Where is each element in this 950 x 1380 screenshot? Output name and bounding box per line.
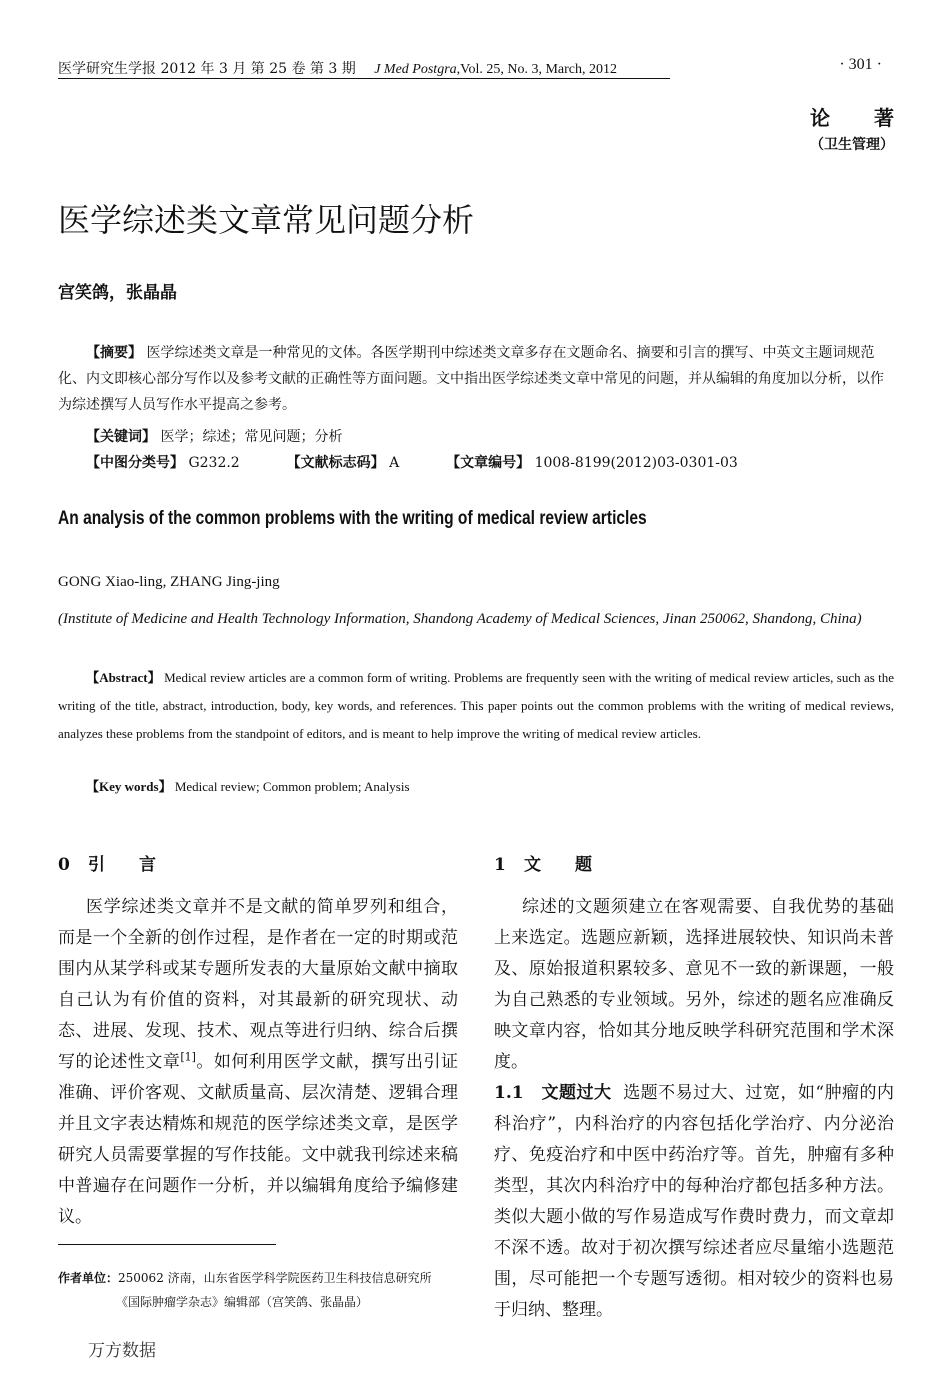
doc-code-label: 【文献标志码】: [286, 455, 385, 471]
paragraph: [58, 892, 458, 1233]
keywords-zh-label: 【关键词】: [86, 429, 156, 445]
paragraph-text: 医学综述类文章并不是文献的简单罗列和组合，而是一个全新的创作过程，是作者在一定的时期或范围内从某学科或某专题所发表的大量原始文献中摘取自己认为有价值的资料，对其最新的研究现状、动态、进展、发现、技术、观点等进行归纳、综合后撰写的论述性文章: [58, 897, 458, 1072]
citation-ref: [1]: [180, 1050, 196, 1064]
footnote-label: 作者单位：: [58, 1271, 119, 1285]
abstract-en-text: Medical review articles are a common form of writing. Problems are frequently seen with the writing of medical review articles, such as the writing of the title, abstract, introduction, body, key words, and references. This paper points out the common problems with the writing of medical reviews, analyzes these problems from the standpoint of editors, and is meant to help improve the writing of medical review articles.: [58, 670, 894, 741]
footnote-line-2: 《国际肿瘤学杂志》编辑部（宫笑鸽、张晶晶）: [116, 1295, 369, 1309]
clc-value: G232.2: [188, 455, 240, 471]
paragraph-text: 选题不易过大、过宽，如“肿瘤的内科治疗”，内科治疗的内容包括化学治疗、内分泌治疗、免疫治疗和中医中药治疗等。首先，肿瘤有多种类型，其次内科治疗中的每种治疗都包括多种方法。类似大题小做的写作易造成写作费时费力，而文章却不深不透。故对于初次撰写综述者应尽量缩小选题范围，尽可能把一个专题写透彻。相对较少的资料也易于归纳、整理。: [494, 1083, 894, 1320]
doc-code-value: A: [389, 455, 400, 471]
section-title: 引言: [88, 855, 190, 875]
article-title-en: An analysis of the common problems with the writing of medical review articles: [58, 508, 647, 529]
clc-label: 【中图分类号】: [86, 455, 184, 471]
author-affiliation-footnote: [58, 1266, 478, 1314]
section-heading-1: [494, 850, 626, 875]
body-column-left: [58, 892, 458, 1233]
section-number: 1: [494, 855, 506, 875]
watermark: 万方数据: [88, 1341, 156, 1361]
section-title: 文题: [524, 855, 626, 875]
keywords-en: [86, 776, 410, 795]
keywords-en-text: Medical review; Common problem; Analysis: [174, 779, 410, 794]
footnote-line-1: 250062 济南，山东省医学科学院医药卫生科技信息研究所: [118, 1271, 432, 1285]
keywords-zh-text: 医学；综述；常见问题；分析: [160, 429, 343, 445]
article-title-zh: 医学综述类文章常见问题分析: [58, 201, 475, 239]
journal-issue-en: ,Vol. 25, No. 3, March, 2012: [456, 62, 617, 77]
article-no-label: 【文章编号】: [446, 455, 531, 471]
classification-row: [86, 452, 738, 472]
journal-name-en: J Med Postgra: [374, 62, 457, 77]
authors-zh: 宫笑鸽，张晶晶: [58, 283, 177, 303]
abstract-zh-text: 医学综述类文章是一种常见的文体。各医学期刊中综述类文章多存在文题命名、摘要和引言的撰写、中英文主题词规范化、内文即核心部分写作以及参考文献的正确性等方面问题。文中指出医学综述类文章中常见的问题，并从编辑的角度加以分析，以作为综述撰写人员写作水平提高之参考。: [58, 345, 884, 413]
keywords-zh: [86, 426, 342, 446]
paragraph-text: 综述的文题须建立在客观需要、自我优势的基础上来选定。选题应新颖，选择进展较快、知识尚未普及、原始报道积累较多、意见不一致的新课题，一般为自己熟悉的专业领域。另外，综述的题名应准确反映文章内容，恰如其分地反映学科研究范围和学术深度。: [494, 897, 894, 1072]
paragraph-text: 。如何利用医学文献，撰写出引证准确、评价客观、文献质量高、层次清楚、逻辑合理并且文字表达精炼和规范的医学综述类文章，是医学研究人员需要掌握的写作技能。文中就我刊综述来稿中普遍存在问题作一分析，并以编辑角度给予编修建议。: [58, 1052, 459, 1227]
journal-name-zh: 医学研究生学报 2012 年 3 月 第 25 卷 第 3 期: [58, 61, 356, 77]
body-column-right: [494, 892, 894, 1326]
paragraph: [494, 892, 894, 1078]
page-number: · 301 ·: [839, 56, 882, 73]
section-number: 0: [58, 855, 70, 875]
header-rule: [58, 78, 670, 79]
abstract-en-label: 【Abstract】: [86, 670, 161, 685]
section-heading-0: [58, 850, 190, 875]
keywords-en-label: 【Key words】: [86, 779, 172, 794]
abstract-en: [58, 664, 894, 748]
abstract-zh: [58, 340, 894, 418]
subsection-heading: 1.1 文题过大: [494, 1083, 612, 1103]
authors-en: GONG Xiao-ling, ZHANG Jing-jing: [58, 574, 280, 590]
affiliation-en: (Institute of Medicine and Health Technology Information, Shandong Academy of Medical Sciences, Jinan 250062, Shandong, China): [58, 611, 862, 627]
running-header: [58, 58, 617, 78]
abstract-zh-label: 【摘要】: [86, 345, 142, 361]
article-no-value: 1008-8199(2012)03-0301-03: [534, 455, 738, 471]
footnote-rule: [58, 1244, 276, 1245]
article-type: 论著: [810, 106, 938, 130]
article-category: （卫生管理）: [810, 137, 894, 153]
paragraph: [494, 1078, 894, 1326]
